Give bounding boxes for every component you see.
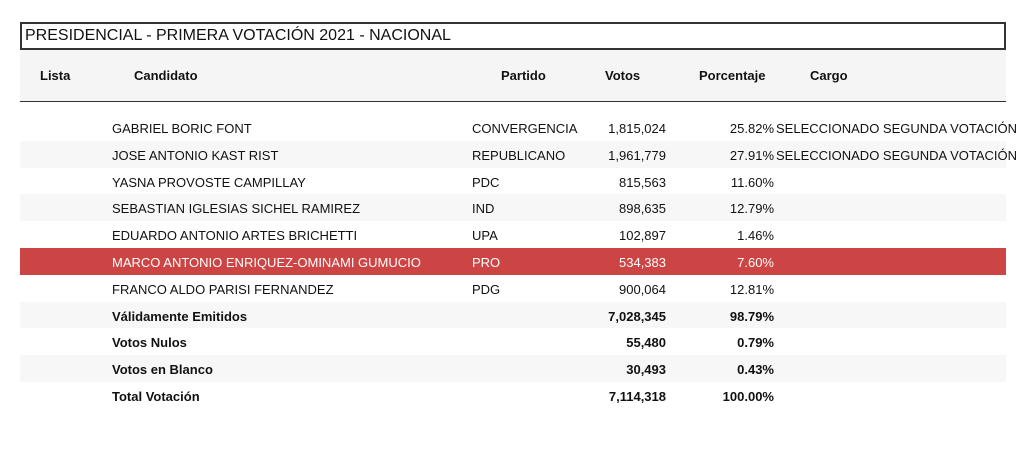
cell-candidato: EDUARDO ANTONIO ARTES BRICHETTI	[112, 228, 358, 244]
cell-partido: PDG	[472, 281, 501, 297]
header-votos: Votos	[605, 68, 641, 83]
total-porcentaje: 0.43%	[737, 362, 774, 378]
table-row[interactable]	[20, 114, 1018, 141]
header-lista: Lista	[40, 68, 71, 83]
table-row[interactable]	[20, 168, 1006, 195]
results-panel	[20, 22, 1018, 409]
cell-partido: CONVERGENCIA	[472, 121, 578, 136]
total-votos: 7,028,345	[608, 308, 666, 324]
cell-porcentaje: 12.81%	[729, 281, 774, 297]
cell-votos: 898,635	[619, 201, 666, 217]
cell-partido: REPUBLICANO	[472, 147, 566, 163]
cell-cargo: SELECCIONADO SEGUNDA VOTACIÓN	[776, 147, 1018, 163]
cell-votos: 1,961,779	[608, 147, 666, 163]
table-row[interactable]	[20, 221, 1006, 248]
cell-votos: 102,897	[619, 228, 666, 244]
cell-candidato: GABRIEL BORIC FONT	[112, 121, 252, 136]
total-label: Votos en Blanco	[112, 362, 213, 378]
total-label: Total Votación	[112, 388, 200, 404]
total-label: Válidamente Emitidos	[112, 308, 248, 324]
cell-porcentaje: 11.60%	[730, 174, 774, 190]
header-candidato: Candidato	[134, 68, 198, 83]
table-row[interactable]	[20, 194, 1006, 221]
total-label: Votos Nulos	[112, 335, 187, 351]
table-row[interactable]	[20, 141, 1018, 168]
total-votos: 30,493	[626, 362, 666, 378]
table-header	[20, 50, 1006, 102]
cell-candidato: MARCO ANTONIO ENRIQUEZ-OMINAMI GUMUCIO	[112, 254, 421, 270]
total-porcentaje: 100.00%	[722, 388, 774, 404]
cell-cargo: SELECCIONADO SEGUNDA VOTACIÓN	[776, 121, 1018, 136]
header-porcentaje: Porcentaje	[699, 68, 766, 83]
total-row-votacion	[20, 382, 1006, 409]
cell-candidato: FRANCO ALDO PARISI FERNANDEZ	[112, 281, 334, 297]
table-row-highlighted[interactable]	[20, 248, 1006, 275]
cell-porcentaje: 7.60%	[737, 254, 774, 270]
cell-candidato: JOSE ANTONIO KAST RIST	[112, 147, 279, 163]
cell-partido: UPA	[472, 228, 498, 244]
total-row-validos	[20, 302, 1006, 329]
cell-partido: PRO	[472, 254, 501, 270]
header-cargo: Cargo	[810, 68, 848, 83]
header-partido: Partido	[501, 68, 546, 83]
total-row-blanco	[20, 355, 1006, 382]
total-porcentaje: 0.79%	[737, 335, 774, 351]
cell-votos: 534,383	[619, 254, 666, 270]
cell-candidato: YASNA PROVOSTE CAMPILLAY	[112, 174, 306, 190]
cell-porcentaje: 12.79%	[729, 201, 774, 217]
cell-candidato: SEBASTIAN IGLESIAS SICHEL RAMIREZ	[112, 201, 361, 217]
cell-porcentaje: 1.46%	[737, 228, 774, 244]
total-row-nulos	[20, 328, 1006, 355]
cell-partido: PDC	[472, 174, 500, 190]
cell-partido: IND	[472, 201, 495, 217]
cell-votos: 815,563	[619, 174, 666, 190]
total-votos: 55,480	[626, 335, 666, 351]
total-porcentaje: 98.79%	[729, 308, 774, 324]
cell-porcentaje: 25.82%	[729, 121, 774, 136]
table-title: PRESIDENCIAL - PRIMERA VOTACIÓN 2021 - NACIONAL	[20, 22, 1006, 50]
table-row[interactable]	[20, 275, 1006, 302]
cell-votos: 1,815,024	[608, 121, 666, 136]
total-votos: 7,114,318	[608, 388, 666, 404]
table-body	[20, 114, 1018, 409]
cell-votos: 900,064	[619, 281, 666, 297]
cell-porcentaje: 27.91%	[729, 147, 774, 163]
